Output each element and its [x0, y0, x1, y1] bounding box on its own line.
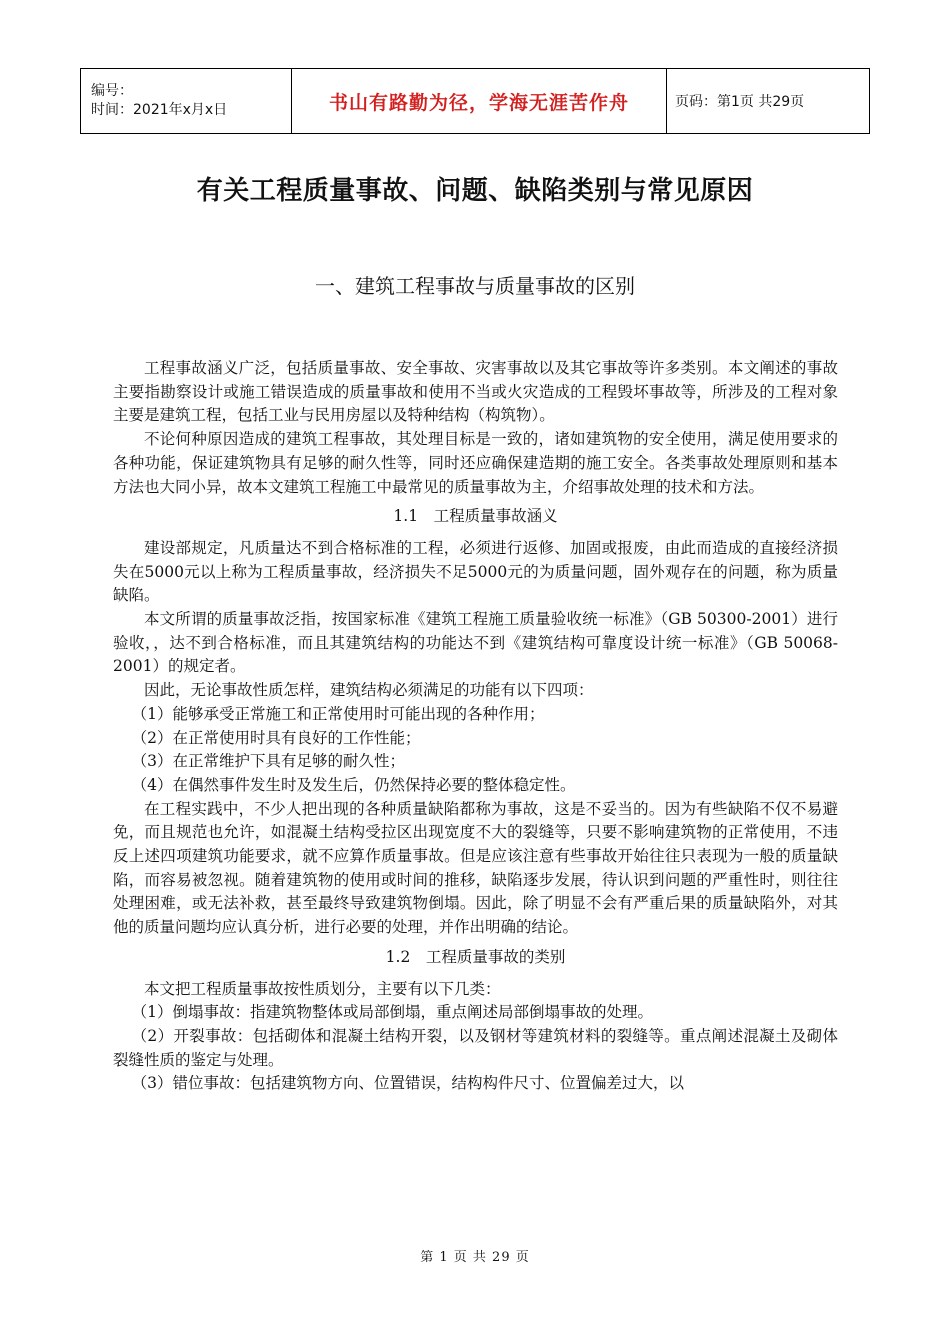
document-title: 有关工程质量事故、问题、缺陷类别与常见原因: [196, 176, 754, 206]
header-meta: [81, 69, 292, 134]
list-item: （3）错位事故：包括建筑物方向、位置错误，结构构件尺寸、位置偏差过大，以: [131, 1074, 684, 1093]
paragraph: 在工程实践中，不少人把出现的各种质量缺陷都称为事故，这是不妥当的。因为有些缺陷不仅不易避免，而且规范也允许，如混凝土结构受拉区出现宽度不大的裂缝等，只要不影响建筑物的正常使用，不违反上述四项建筑功能要求，就不应算作质量事故。但是应该注意有些事故开始往往只表现为一般的质量缺陷，而容易被忽视。随着建筑物的使用或时间的推移，缺陷逐步发展，待认识到问题的严重性时，则往往处理困难，或无法补救，甚至最终导致建筑物倒塌。因此，除了明显不会有严重后果的质量缺陷外，对其他的质量问题均应认真分析，进行必要的处理，并作出明确的结论。: [113, 799, 838, 937]
list-item: （2）在正常使用时具有良好的工作性能；: [131, 728, 421, 747]
list-item: （3）在正常维护下具有足够的耐久性；: [131, 752, 405, 771]
page-footer: 第 1 页 共 29 页: [420, 1250, 530, 1265]
paragraph: 建设部规定，凡质量达不到合格标准的工程，必须进行返修、加固或报废，由此而造成的直接经济损失在5000元以上称为工程质量事故，经济损失不足5000元的为质量问题，固外观存在的问题，称为质量缺陷。: [113, 538, 838, 605]
page-info: 页码：第1页 共29页: [667, 69, 870, 134]
list-item: （4）在偶然事件发生时及发生后，仍然保持必要的整体稳定性。: [131, 775, 576, 794]
list-item: （1）倒塌事故：指建筑物整体或局部倒塌，重点阐述局部倒塌事故的处理。: [131, 1003, 653, 1022]
list-item: （1）能够承受正常施工和正常使用时可能出现的各种作用；: [131, 704, 545, 723]
number-label: 编号：: [91, 83, 133, 99]
section-title: 一、建筑工程事故与质量事故的区别: [315, 274, 635, 298]
document-body: [113, 357, 838, 1096]
subsection-heading: 1.1 工程质量事故涵义: [393, 507, 558, 526]
paragraph: 因此，无论事故性质怎样，建筑结构必须满足的功能有以下四项：: [144, 681, 594, 700]
paragraph: 本文所谓的质量事故泛指，按国家标准《建筑工程施工质量验收统一标准》（GB 50300-2001）进行验收，，达不到合格标准，而且其建筑结构的功能达不到《建筑结构可靠度设计统一标准》（GB 50068-2001）的规定者。: [113, 610, 838, 676]
subsection-heading: 1.2 工程质量事故的类别: [385, 947, 566, 966]
paragraph: 本文把工程质量事故按性质划分，主要有以下几类：: [144, 979, 501, 998]
time-label: 时间：2021年x月x日: [91, 102, 228, 118]
list-item: （2）开裂事故：包括砌体和混凝土结构开裂，以及钢材等建筑材料的裂缝等。重点阐述混凝土及砌体裂缝性质的鉴定与处理。: [113, 1026, 838, 1069]
header-table: [80, 68, 870, 134]
motto: 书山有路勤为径，学海无涯苦作舟: [292, 69, 667, 134]
paragraph: 工程事故涵义广泛，包括质量事故、安全事故、灾害事故以及其它事故等许多类别。本文阐述的事故主要指勘察设计或施工错误造成的质量事故和使用不当或火灾造成的工程毁坏事故等，所涉及的工程对象主要是建筑工程，包括工业与民用房屋以及特种结构（构筑物）。: [113, 359, 838, 425]
paragraph: 不论何种原因造成的建筑工程事故，其处理目标是一致的，诸如建筑物的安全使用，满足使用要求的各种功能，保证建筑物具有足够的耐久性等，同时还应确保建造期的施工安全。各类事故处理原则和基本方法也大同小异，故本文建筑工程施工中最常见的质量事故为主，介绍事故处理的技术和方法。: [113, 430, 838, 496]
